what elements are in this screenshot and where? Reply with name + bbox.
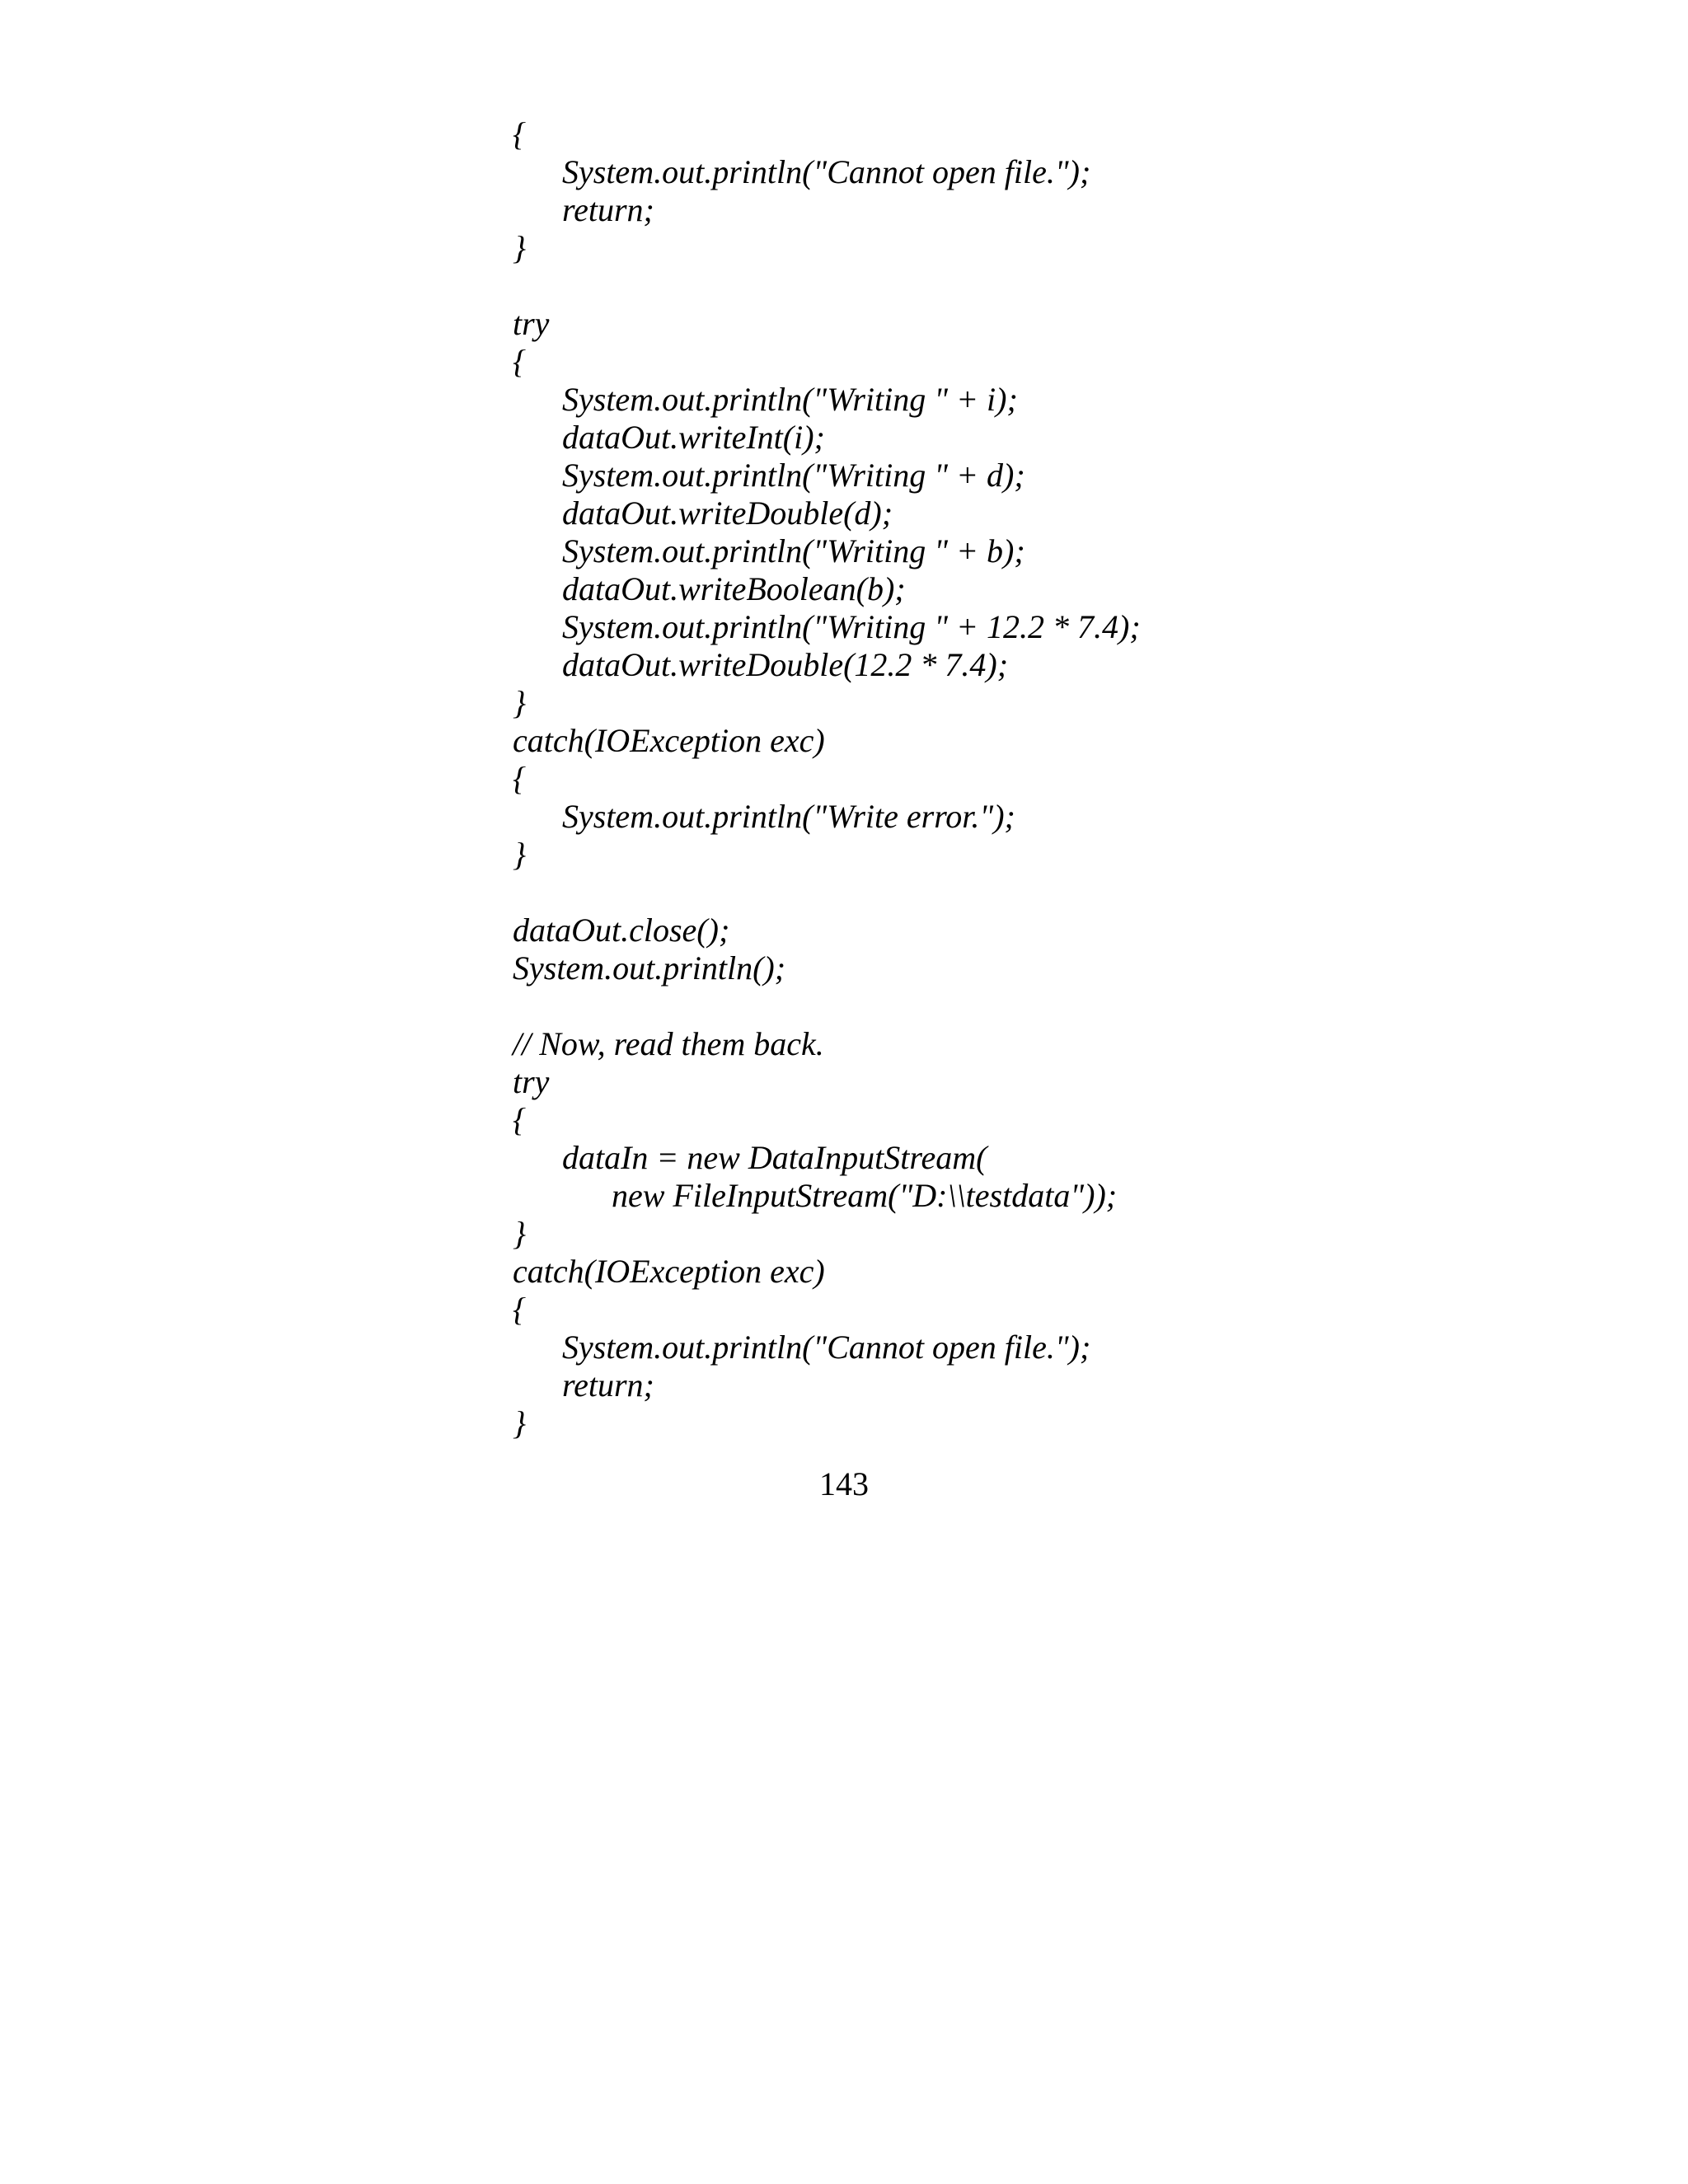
- code-line: }: [513, 1404, 526, 1441]
- code-line: {: [513, 115, 526, 152]
- code-line: return;: [562, 191, 654, 228]
- code-line: // Now, read them back.: [513, 1025, 824, 1062]
- code-line: [513, 267, 1584, 305]
- code-line: {: [513, 343, 526, 380]
- code-line: catch(IOException exc): [513, 1253, 825, 1290]
- code-line: }: [513, 1215, 526, 1252]
- code-line: System.out.println("Cannot open file.");: [562, 1329, 1091, 1366]
- code-listing: [513, 115, 1584, 1442]
- code-line: }: [513, 684, 526, 721]
- code-line: System.out.println();: [513, 949, 786, 987]
- code-line: dataOut.writeDouble(d);: [562, 494, 893, 532]
- code-line: try: [513, 1063, 550, 1100]
- code-line: [513, 874, 1584, 912]
- code-line: System.out.println("Cannot open file.");: [562, 153, 1091, 190]
- code-line: try: [513, 305, 550, 342]
- code-line: }: [513, 229, 526, 266]
- code-line: [513, 987, 1584, 1025]
- code-line: System.out.println("Write error.");: [562, 798, 1015, 835]
- code-line: dataOut.close();: [513, 912, 730, 949]
- code-line: dataOut.writeBoolean(b);: [562, 570, 906, 607]
- code-line: dataOut.writeDouble(12.2 * 7.4);: [562, 646, 1009, 683]
- code-line: dataIn = new DataInputStream(: [562, 1139, 987, 1176]
- page-number: 143: [819, 1465, 869, 1502]
- code-line: System.out.println("Writing " + 12.2 * 7.4);: [562, 608, 1141, 645]
- code-line: {: [513, 1101, 526, 1138]
- code-line: }: [513, 836, 526, 873]
- code-line: catch(IOException exc): [513, 722, 825, 759]
- code-line: {: [513, 1291, 526, 1328]
- code-line: System.out.println("Writing " + i);: [562, 381, 1018, 418]
- code-line: return;: [562, 1366, 654, 1404]
- code-line: System.out.println("Writing " + b);: [562, 532, 1025, 569]
- code-line: System.out.println("Writing " + d);: [562, 457, 1025, 494]
- code-line: dataOut.writeInt(i);: [562, 419, 825, 456]
- code-line: new FileInputStream("D:\\testdata"));: [612, 1177, 1118, 1214]
- code-line: {: [513, 760, 526, 797]
